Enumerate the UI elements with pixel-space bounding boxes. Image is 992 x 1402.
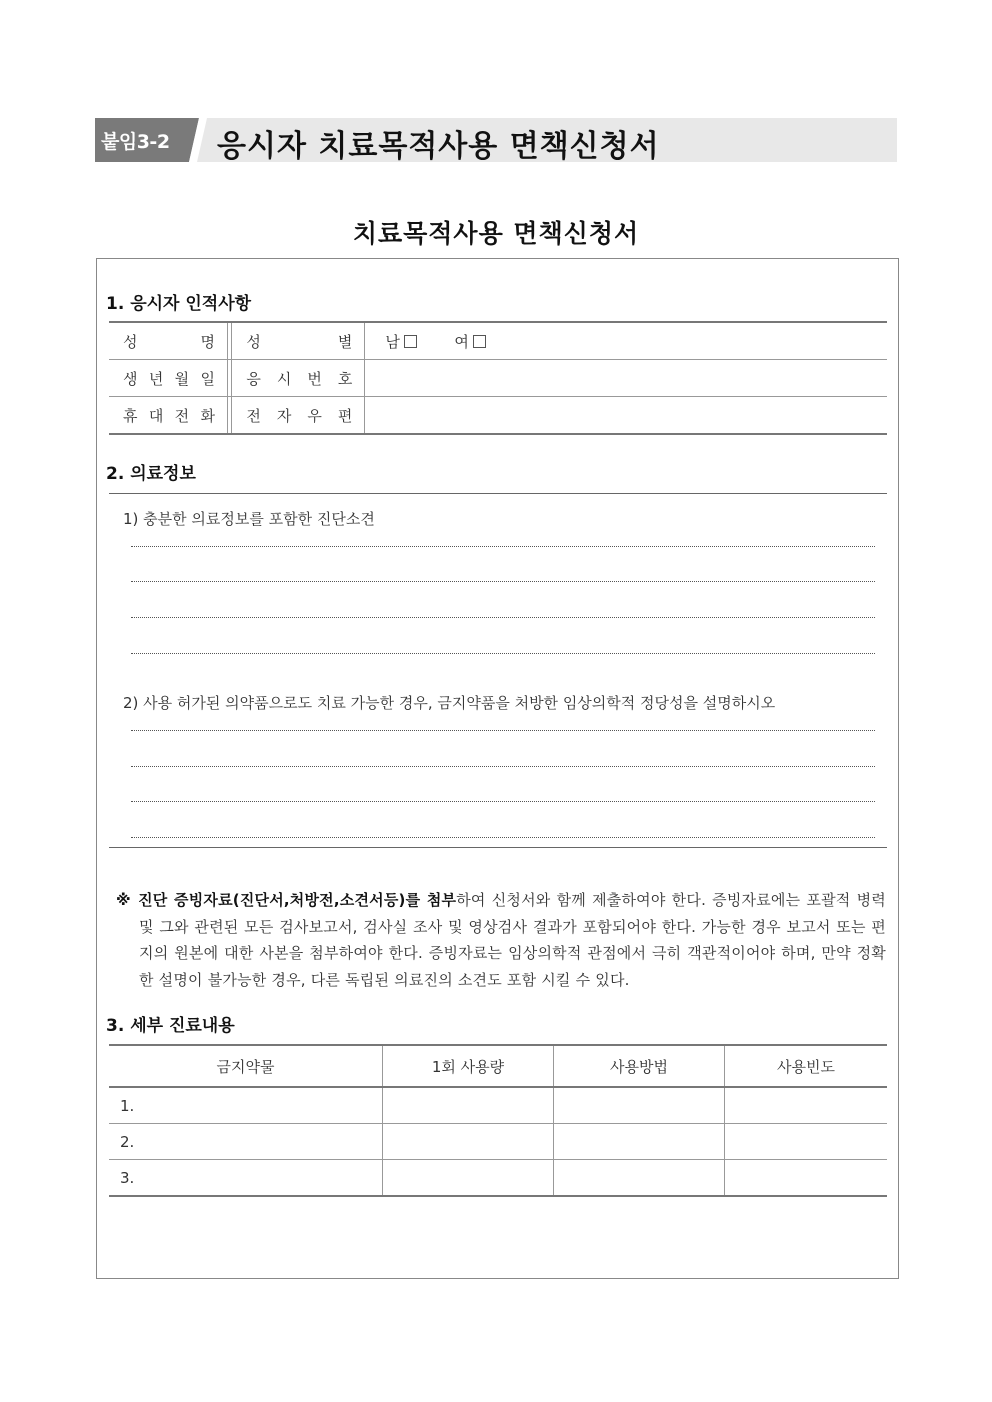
column-header-dose: 1회 사용량: [383, 1045, 554, 1087]
frequency-cell[interactable]: [725, 1124, 888, 1160]
table-row: [109, 322, 887, 360]
method-cell[interactable]: [554, 1124, 725, 1160]
gender-label: 성 별: [232, 322, 365, 360]
gender-field: [365, 322, 887, 360]
table-row: [109, 360, 887, 397]
female-checkbox[interactable]: [473, 335, 486, 348]
column-header-frequency: 사용빈도: [725, 1045, 888, 1087]
section-1-heading: 1. 응시자 인적사항: [106, 294, 252, 314]
exam-number-label: 응 시 번 호: [232, 360, 365, 397]
name-label: 성 명: [109, 322, 228, 360]
female-label: 여: [454, 332, 469, 351]
answer-line[interactable]: [131, 837, 875, 838]
divider: [109, 847, 887, 848]
banner-title: 응시자 치료목적사용 면책신청서: [217, 129, 660, 164]
answer-line[interactable]: [131, 801, 875, 802]
answer-line[interactable]: [131, 653, 875, 654]
table-row: [109, 397, 887, 435]
note-emphasis: 진단 증빙자료(진단서,처방전,소견서등)를 첨부: [138, 891, 457, 909]
dose-cell[interactable]: [383, 1087, 554, 1124]
note-text: 하여 신청서와 함께 제출하여야 한다. 증빙자료에는 포괄적 병력 및 그와 관련된 모든 검사보고서, 검사실 조사 및 영상검사 결과가 포함되어야 한다. 가능한 경우 보고서 또는 편지의 원본에 대한 사본을 첨부하여야 한다. 증빙자료는 임상의학적 관점에서 극히 객관적이어야 하며, 만약 정확한 설명이 불가능한 경우, 다른 독립된 의료진의 소견도 포함 시킬 수 있다.: [139, 891, 886, 989]
table-row: [109, 1124, 887, 1160]
section-3-heading: 3. 세부 진료내용: [106, 1016, 235, 1036]
frequency-cell[interactable]: [725, 1160, 888, 1197]
answer-line[interactable]: [131, 730, 875, 731]
male-label: 남: [385, 332, 400, 351]
method-cell[interactable]: [554, 1160, 725, 1197]
row-number: 1.: [109, 1087, 383, 1124]
row-number: 2.: [109, 1124, 383, 1160]
answer-line[interactable]: [131, 581, 875, 582]
table-row: [109, 1160, 887, 1197]
mobile-label: 휴 대 전 화: [109, 397, 228, 435]
question-2: 2) 사용 허가된 의약품으로도 치료 가능한 경우, 금지약품을 처방한 임상의학적 정당성을 설명하시오: [123, 694, 776, 712]
dose-cell[interactable]: [383, 1160, 554, 1197]
attachment-tag: [95, 118, 207, 162]
email-label: 전 자 우 편: [232, 397, 365, 435]
table-header-row: [109, 1045, 887, 1087]
birthdate-label: 생 년 월 일: [109, 360, 228, 397]
male-checkbox[interactable]: [404, 335, 417, 348]
treatment-detail-table: [109, 1044, 887, 1197]
answer-line[interactable]: [131, 617, 875, 618]
column-header-drug: 금지약물: [109, 1045, 383, 1087]
column-header-method: 사용방법: [554, 1045, 725, 1087]
divider: [109, 493, 887, 494]
header-banner: [95, 118, 897, 162]
attachment-tag-label: 붙임3-2: [101, 131, 170, 153]
exam-number-field[interactable]: [365, 360, 887, 397]
answer-line[interactable]: [131, 766, 875, 767]
attachment-note: [116, 887, 886, 993]
row-number: 3.: [109, 1160, 383, 1197]
table-row: [109, 1087, 887, 1124]
method-cell[interactable]: [554, 1087, 725, 1124]
personal-info-table: [109, 321, 887, 435]
answer-line[interactable]: [131, 546, 875, 547]
document-title: 치료목적사용 면책신청서: [352, 219, 640, 248]
question-1: 1) 충분한 의료정보를 포함한 진단소견: [123, 510, 375, 528]
dose-cell[interactable]: [383, 1124, 554, 1160]
section-2-heading: 2. 의료정보: [106, 464, 196, 484]
email-field[interactable]: [365, 397, 887, 435]
note-mark: ※: [116, 891, 132, 909]
frequency-cell[interactable]: [725, 1087, 888, 1124]
